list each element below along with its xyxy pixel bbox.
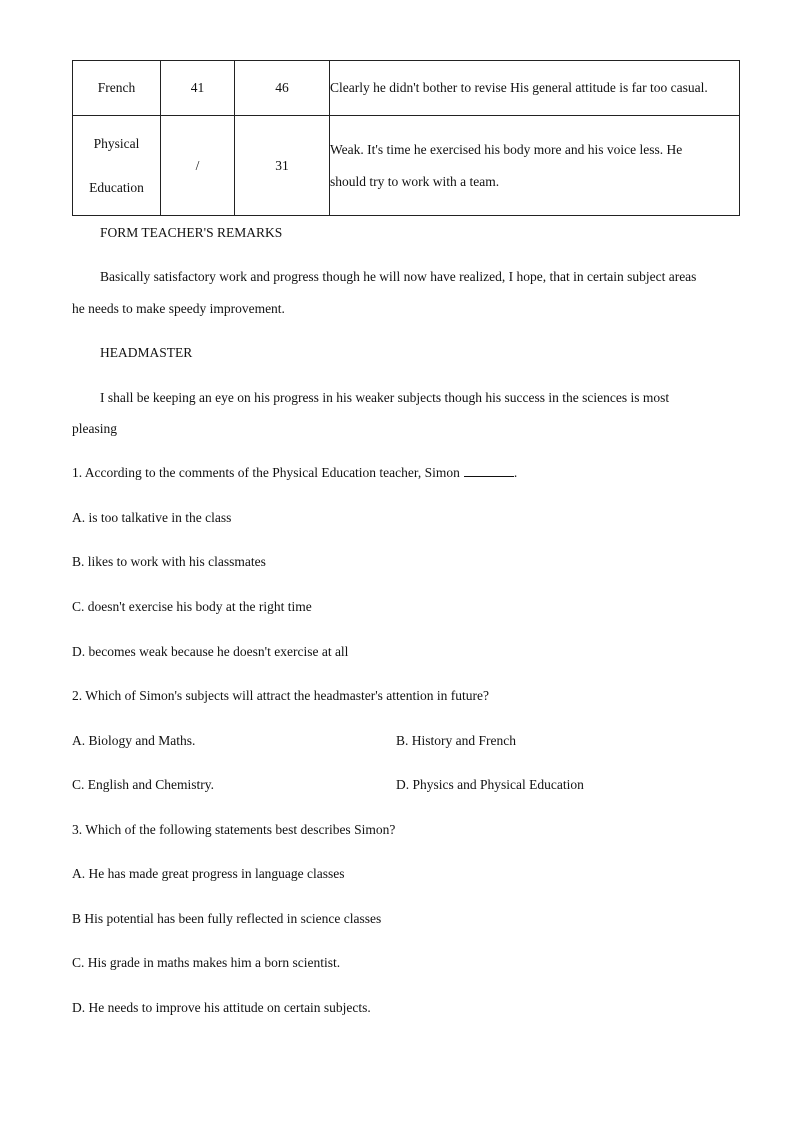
headmaster-text: I shall be keeping an eye on his progress in his weaker subjects though his success in the sciences is most	[100, 390, 670, 405]
subject-line: Education	[89, 179, 144, 195]
option-a: A. Biology and Maths.	[72, 733, 196, 748]
teacher-comment	[330, 116, 740, 216]
question-1-stem	[72, 465, 517, 481]
form-teacher-text: Basically satisfactory work and progress though he will now have realized, I hope, that in certain subject areas	[100, 269, 697, 284]
option-b: B. History and French	[396, 733, 516, 748]
teacher-comment: Clearly he didn't bother to revise His general attitude is far too casual.	[330, 61, 740, 116]
term1-score: 41	[161, 61, 235, 116]
term2-score: 46	[235, 61, 330, 116]
comment-line: should try to work with a team.	[330, 173, 500, 189]
headmaster-heading: HEADMASTER	[100, 345, 193, 360]
option-d: D. He needs to improve his attitude on certain subjects.	[72, 1000, 371, 1015]
question-stem-end: .	[513, 465, 518, 480]
option-c: C. English and Chemistry.	[72, 777, 214, 792]
table-row	[73, 116, 740, 216]
headmaster-text: pleasing	[72, 421, 117, 436]
report-table	[72, 60, 740, 216]
subject-cell	[73, 116, 161, 216]
table-row	[73, 61, 740, 116]
question-3-stem: 3. Which of the following statements best describes Simon?	[72, 822, 396, 837]
subject-line: Physical	[93, 135, 140, 151]
term2-score: 31	[235, 116, 330, 216]
option-c: C. doesn't exercise his body at the right time	[72, 599, 312, 614]
form-teacher-heading: FORM TEACHER'S REMARKS	[100, 225, 283, 240]
option-b: B. likes to work with his classmates	[72, 554, 266, 569]
answer-blank	[464, 466, 514, 477]
option-a: A. is too talkative in the class	[72, 510, 232, 525]
option-c: C. His grade in maths makes him a born scientist.	[72, 955, 341, 970]
option-b: B His potential has been fully reflected in science classes	[72, 911, 382, 926]
question-stem-text: 1. According to the comments of the Physical Education teacher, Simon	[72, 465, 460, 480]
term1-score: /	[161, 116, 235, 216]
comment-line: Weak. It's time he exercised his body more and his voice less. He	[330, 141, 683, 157]
option-a: A. He has made great progress in language classes	[72, 866, 345, 881]
question-2-stem: 2. Which of Simon's subjects will attract the headmaster's attention in future?	[72, 688, 490, 703]
subject-cell: French	[73, 61, 161, 116]
form-teacher-text: he needs to make speedy improvement.	[72, 301, 285, 316]
option-d: D. Physics and Physical Education	[396, 777, 584, 792]
option-d: D. becomes weak because he doesn't exercise at all	[72, 644, 349, 659]
